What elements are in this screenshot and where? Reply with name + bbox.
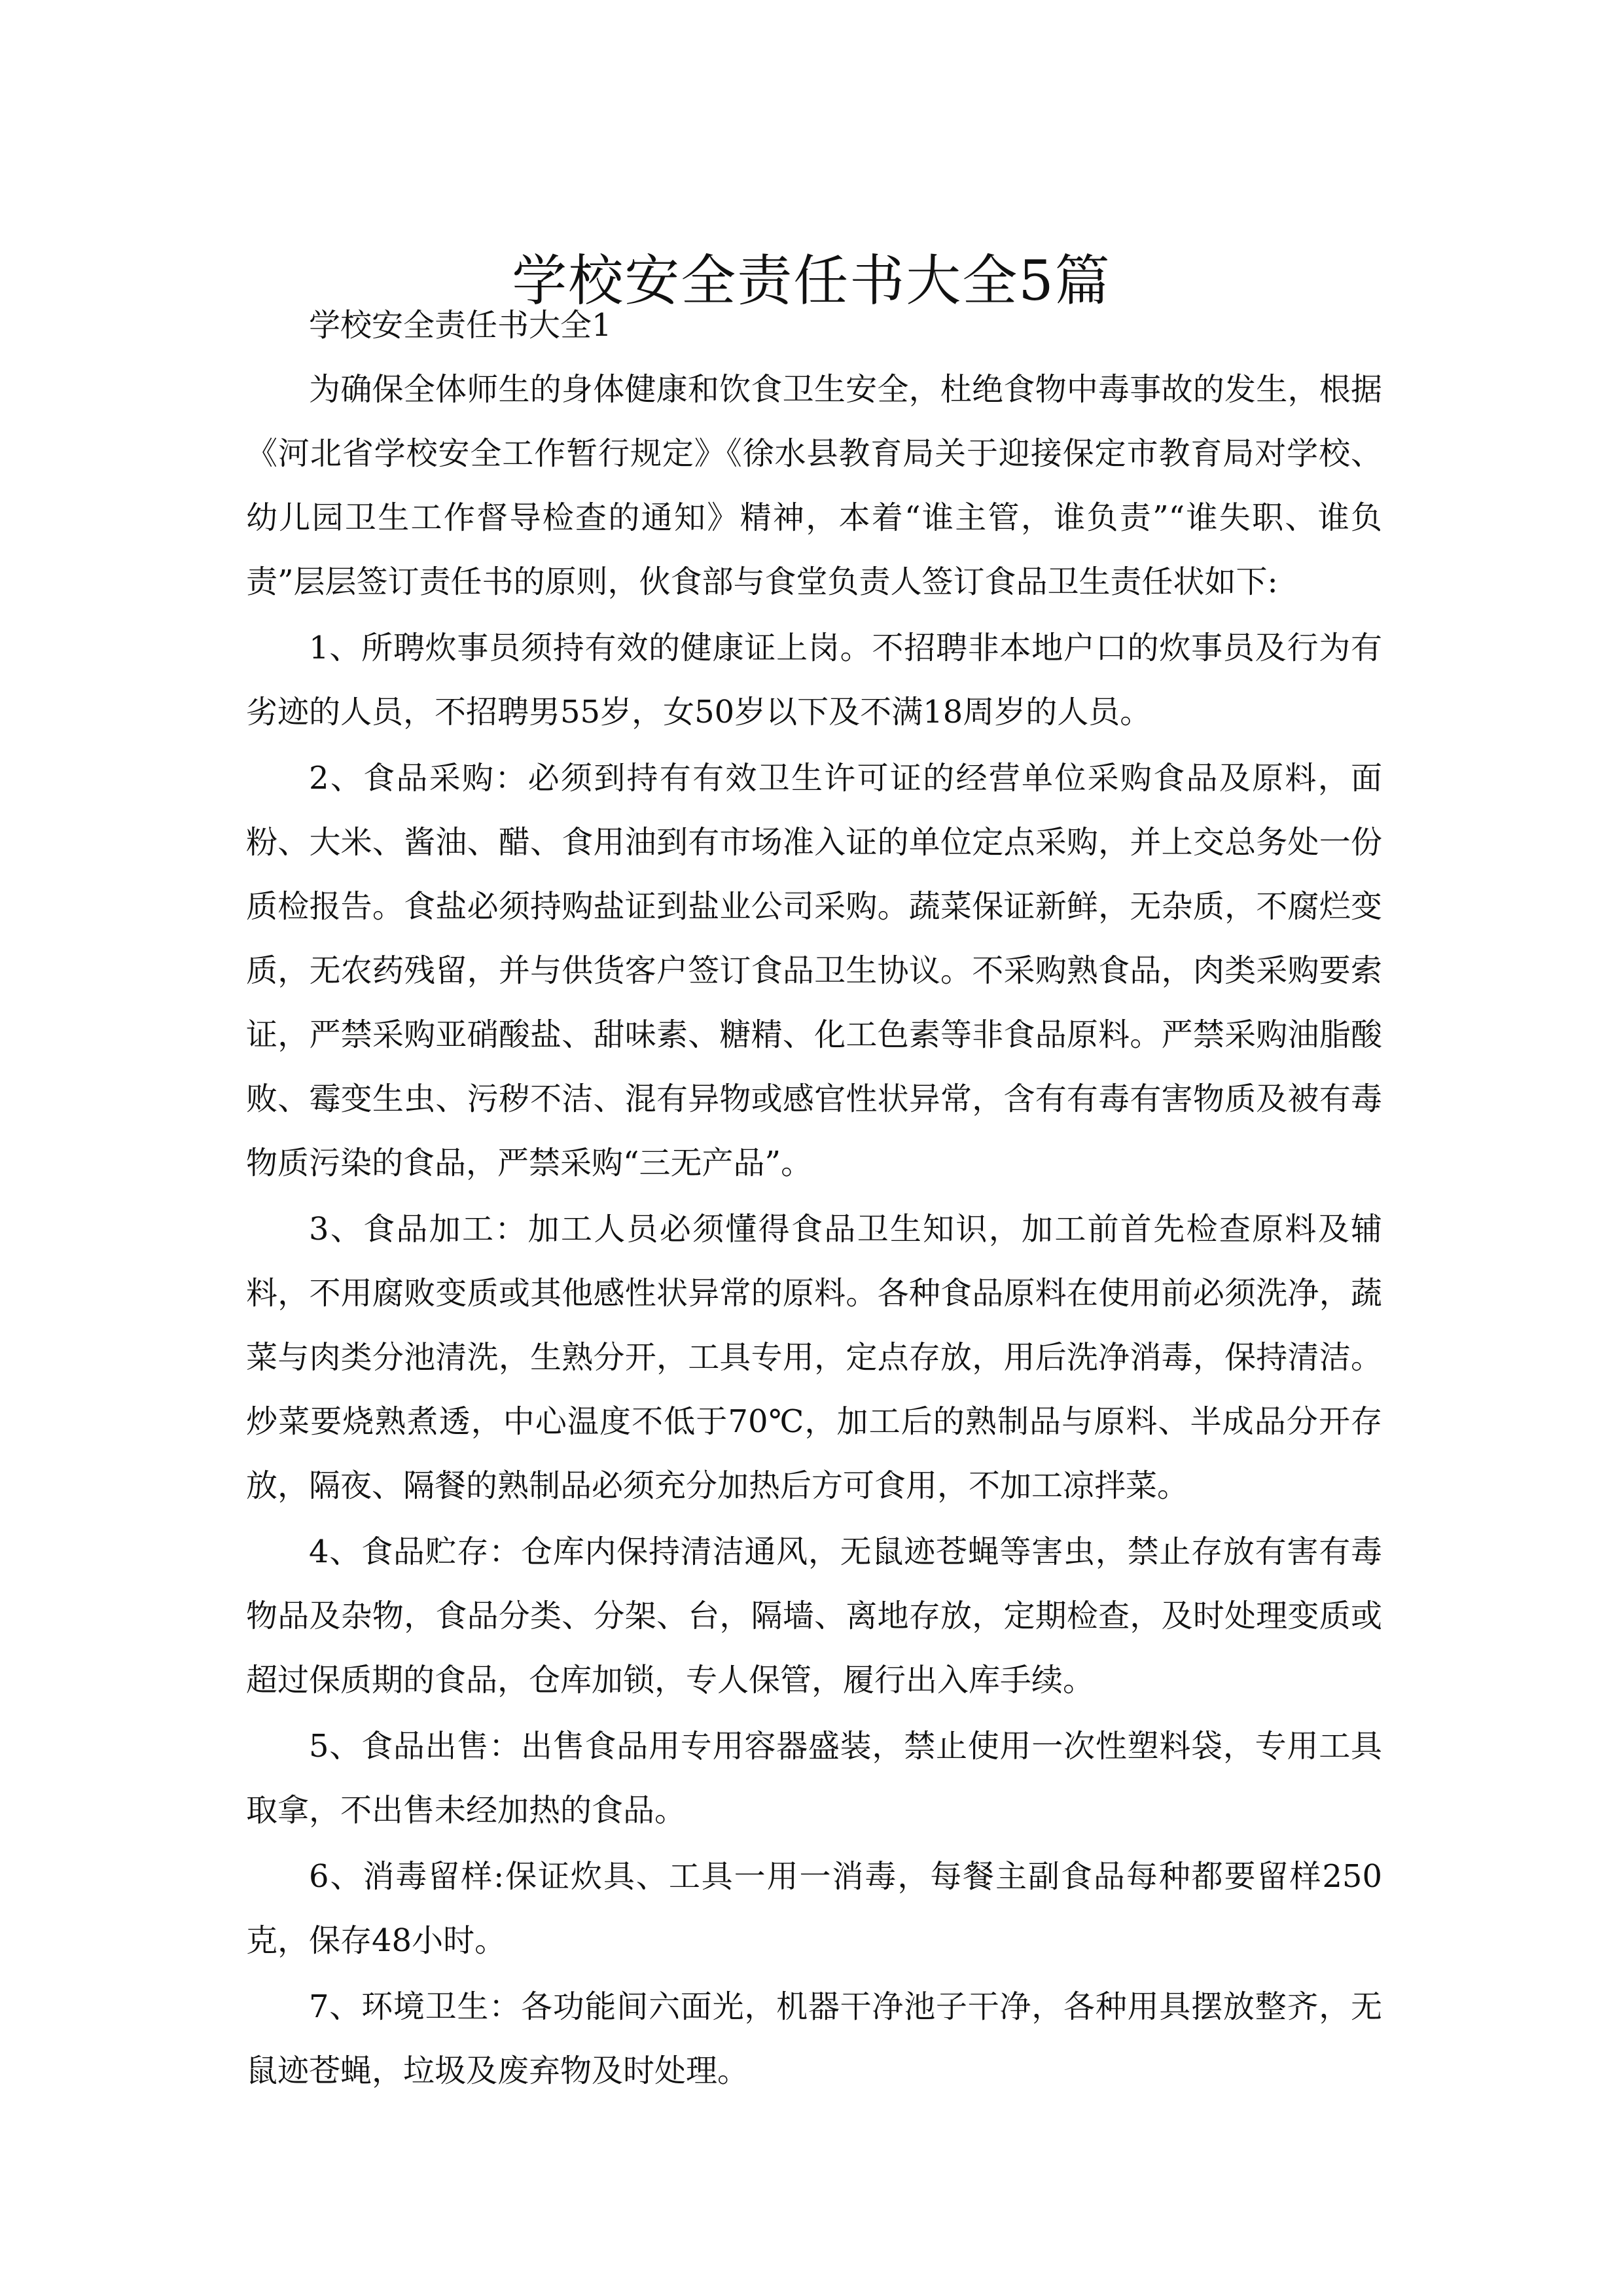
document-title: 学校安全责任书大全5篇 <box>512 249 1111 314</box>
paragraph-item-7: 7、环境卫生：各功能间六面光，机器干净池子干净，各种用具摆放整齐，无鼠迹苍蝇，垃圾及废弃物及时处理。 <box>246 1988 1382 2089</box>
paragraph-intro: 为确保全体师生的身体健康和饮食卫生安全，杜绝食物中毒事故的发生，根据《河北省学校安全工作暂行规定》《徐水县教育局关于迎接保定市教育局对学校、幼儿园卫生工作督导检查的通知》精神，本着“谁主管，谁负责”“谁失职、谁负责”层层签订责任书的原则，伙食部与食堂负责人签订食品卫生责任状如下: <box>246 371 1382 600</box>
paragraph-item-4: 4、食品贮存：仓库内保持清洁通风，无鼠迹苍蝇等害虫，禁止存放有害有毒物品及杂物，食品分类、分架、台，隔墙、离地存放，定期检查，及时处理变质或超过保质期的食品，仓库加锁，专人保管，履行出入库手续。 <box>246 1534 1382 1698</box>
section-heading: 学校安全责任书大全1 <box>309 307 612 344</box>
paragraph-item-5: 5、食品出售：出售食品用专用容器盛装，禁止使用一次性塑料袋，专用工具取拿，不出售未经加热的食品。 <box>246 1728 1382 1829</box>
document-body <box>246 293 1382 2105</box>
paragraph-item-6: 6、消毒留样:保证炊具、工具一用一消毒，每餐主副食品每种都要留样250克，保存48小时。 <box>246 1858 1382 1959</box>
paragraph-item-3: 3、食品加工：加工人员必须懂得食品卫生知识，加工前首先检查原料及辅料，不用腐败变质或其他感性状异常的原料。各种食品原料在使用前必须洗净，蔬菜与肉类分池清洗，生熟分开，工具专用，定点存放，用后洗净消毒，保持清洁。炒菜要烧熟煮透，中心温度不低于70℃，加工后的熟制品与原料、半成品分开存放，隔夜、隔餐的熟制品必须充分加热后方可食用，不加工凉拌菜。 <box>246 1211 1382 1504</box>
paragraph-item-1: 1、所聘炊事员须持有效的健康证上岗。不招聘非本地户口的炊事员及行为有劣迹的人员，不招聘男55岁，女50岁以下及不满18周岁的人员。 <box>246 630 1382 730</box>
paragraph-item-2: 2、食品采购：必须到持有有效卫生许可证的经营单位采购食品及原料，面粉、大米、酱油、醋、食用油到有市场准入证的单位定点采购，并上交总务处一份质检报告。食盐必须持购盐证到盐业公司采购。蔬菜保证新鲜，无杂质，不腐烂变质，无农药残留，并与供货客户签订食品卫生协议。不采购熟食品，肉类采购要索证，严禁采购亚硝酸盐、甜味素、糖精、化工色素等非食品原料。严禁采购油脂酸败、霉变生虫、污秽不洁、混有异物或感官性状异常，含有有毒有害物质及被有毒物质污染的食品，严禁采购“三无产品”。 <box>246 760 1382 1181</box>
